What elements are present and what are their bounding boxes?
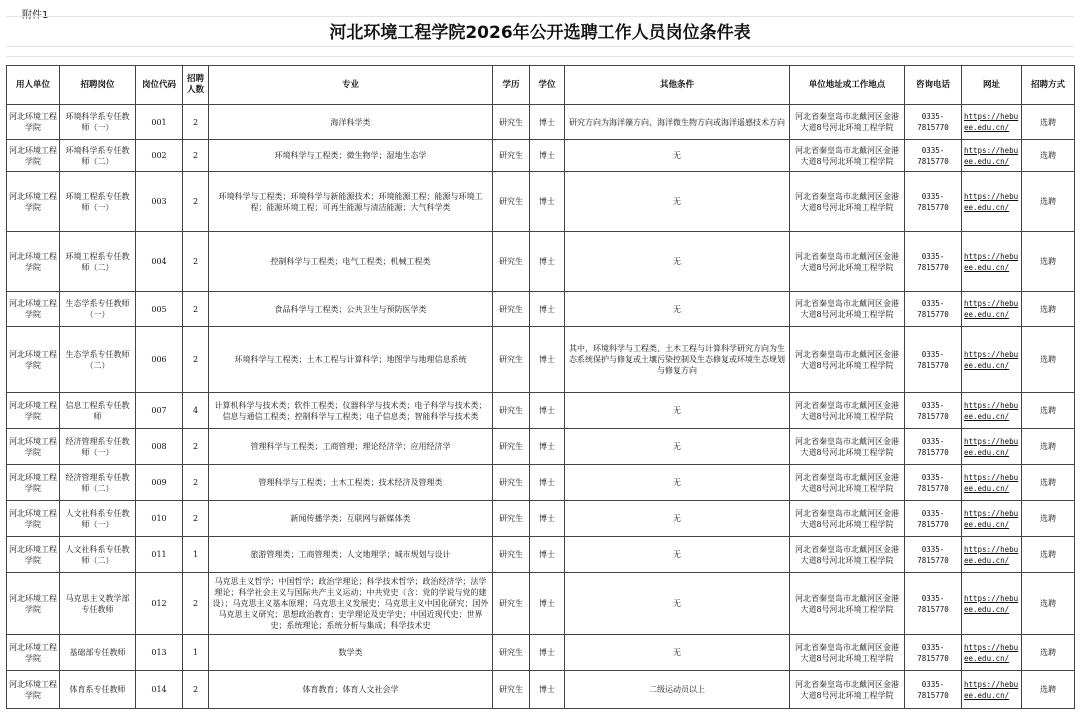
header-phone: 咨询电话 <box>905 66 962 105</box>
address-cell: 河北省秦皇岛市北戴河区金港大道8号河北环境工程学院 <box>790 105 905 140</box>
header-unit: 用人单位 <box>7 66 60 105</box>
other-cell: 无 <box>565 573 790 635</box>
phone-cell: 0335-7815770 <box>905 671 962 709</box>
phone-cell: 0335-7815770 <box>905 105 962 140</box>
major-cell: 控制科学与工程类；电气工程类；机械工程类 <box>209 232 493 292</box>
major-cell: 环境科学与工程类；微生物学；湿地生态学 <box>209 140 493 172</box>
post-cell: 人文社科系专任教师（一） <box>60 501 136 537</box>
phone-cell: 0335-7815770 <box>905 573 962 635</box>
code-cell: 011 <box>136 537 183 573</box>
table-row <box>7 671 1075 709</box>
code-cell: 010 <box>136 501 183 537</box>
sheet-gridline <box>6 46 1074 47</box>
major-cell: 旅游管理类；工商管理类；人文地理学；城市规划与设计 <box>209 537 493 573</box>
sheet-gridline <box>6 56 1074 57</box>
table-row <box>7 635 1075 671</box>
address-cell: 河北省秦皇岛市北戴河区金港大道8号河北环境工程学院 <box>790 501 905 537</box>
post-cell: 马克思主义教学部专任教师 <box>60 573 136 635</box>
education-cell: 研究生 <box>493 501 530 537</box>
count-cell: 2 <box>183 429 209 465</box>
website-link[interactable]: https://hebuee.edu.cn/ <box>962 573 1022 635</box>
degree-cell: 博士 <box>530 232 565 292</box>
phone-cell: 0335-7815770 <box>905 501 962 537</box>
education-cell: 研究生 <box>493 635 530 671</box>
code-cell: 002 <box>136 140 183 172</box>
major-cell: 海洋科学类 <box>209 105 493 140</box>
major-cell: 管理科学与工程类；土木工程类；技术经济及管理类 <box>209 465 493 501</box>
other-cell: 研究方向为海洋藻方向、海洋微生物方向或海洋遥感技术方向 <box>565 105 790 140</box>
unit-cell: 河北环境工程学院 <box>7 465 60 501</box>
count-cell: 2 <box>183 573 209 635</box>
unit-cell: 河北环境工程学院 <box>7 537 60 573</box>
code-cell: 005 <box>136 292 183 327</box>
website-link[interactable]: https://hebuee.edu.cn/ <box>962 172 1022 232</box>
major-cell: 马克思主义哲学；中国哲学；政治学理论；科学技术哲学；政治经济学；法学理论；科学社会主义与国际共产主义运动；中共党史（含：党的学说与党的建设）；马克思主义基本原理；马克思主义发展史；马克思主义中国化研究；国外马克思主义研究；思想政治教育；史学理论及史学史；中国近现代史；世界史；系统理论；系统分析与集成；科学技术史 <box>209 573 493 635</box>
code-cell: 004 <box>136 232 183 292</box>
unit-cell: 河北环境工程学院 <box>7 232 60 292</box>
code-cell: 014 <box>136 671 183 709</box>
method-cell: 选聘 <box>1022 537 1075 573</box>
unit-cell: 河北环境工程学院 <box>7 105 60 140</box>
method-cell: 选聘 <box>1022 501 1075 537</box>
table-header-row <box>7 66 1075 105</box>
unit-cell: 河北环境工程学院 <box>7 501 60 537</box>
education-cell: 研究生 <box>493 105 530 140</box>
education-cell: 研究生 <box>493 327 530 393</box>
major-cell: 管理科学与工程类；工商管理；理论经济学；应用经济学 <box>209 429 493 465</box>
unit-cell: 河北环境工程学院 <box>7 292 60 327</box>
other-cell: 无 <box>565 537 790 573</box>
unit-cell: 河北环境工程学院 <box>7 327 60 393</box>
table-row <box>7 393 1075 429</box>
code-cell: 001 <box>136 105 183 140</box>
header-education: 学历 <box>493 66 530 105</box>
post-cell: 基础部专任教师 <box>60 635 136 671</box>
other-cell: 无 <box>565 232 790 292</box>
education-cell: 研究生 <box>493 671 530 709</box>
major-cell: 环境科学与工程类；土木工程与计算科学；地图学与地理信息系统 <box>209 327 493 393</box>
website-link[interactable]: https://hebuee.edu.cn/ <box>962 429 1022 465</box>
count-cell: 2 <box>183 140 209 172</box>
method-cell: 选聘 <box>1022 140 1075 172</box>
address-cell: 河北省秦皇岛市北戴河区金港大道8号河北环境工程学院 <box>790 465 905 501</box>
degree-cell: 博士 <box>530 140 565 172</box>
phone-cell: 0335-7815770 <box>905 232 962 292</box>
method-cell: 选聘 <box>1022 105 1075 140</box>
major-cell: 计算机科学与技术类；软件工程类；仪器科学与技术类；电子科学与技术类；信息与通信工程类；控制科学与工程类；电子信息类；智能科学与技术类 <box>209 393 493 429</box>
header-method: 招聘方式 <box>1022 66 1075 105</box>
method-cell: 选聘 <box>1022 172 1075 232</box>
header-code: 岗位代码 <box>136 66 183 105</box>
post-cell: 生态学系专任教师（二） <box>60 327 136 393</box>
unit-cell: 河北环境工程学院 <box>7 573 60 635</box>
post-cell: 环境科学系专任教师（二） <box>60 140 136 172</box>
post-cell: 经济管理系专任教师（一） <box>60 429 136 465</box>
post-cell: 环境工程系专任教师（一） <box>60 172 136 232</box>
degree-cell: 博士 <box>530 635 565 671</box>
count-cell: 2 <box>183 327 209 393</box>
post-cell: 环境科学系专任教师（一） <box>60 105 136 140</box>
code-cell: 003 <box>136 172 183 232</box>
degree-cell: 博士 <box>530 172 565 232</box>
address-cell: 河北省秦皇岛市北戴河区金港大道8号河北环境工程学院 <box>790 327 905 393</box>
phone-cell: 0335-7815770 <box>905 429 962 465</box>
education-cell: 研究生 <box>493 232 530 292</box>
table-row <box>7 140 1075 172</box>
degree-cell: 博士 <box>530 429 565 465</box>
website-link[interactable]: https://hebuee.edu.cn/ <box>962 105 1022 140</box>
degree-cell: 博士 <box>530 671 565 709</box>
sheet-gridline <box>6 16 1074 17</box>
post-cell: 经济管理系专任教师（二） <box>60 465 136 501</box>
other-cell: 无 <box>565 501 790 537</box>
post-cell: 体育系专任教师 <box>60 671 136 709</box>
major-cell: 数学类 <box>209 635 493 671</box>
count-cell: 1 <box>183 635 209 671</box>
unit-cell: 河北环境工程学院 <box>7 671 60 709</box>
degree-cell: 博士 <box>530 573 565 635</box>
other-cell: 无 <box>565 140 790 172</box>
website-link[interactable]: https://hebuee.edu.cn/ <box>962 140 1022 172</box>
other-cell: 二级运动员以上 <box>565 671 790 709</box>
count-cell: 4 <box>183 393 209 429</box>
method-cell: 选聘 <box>1022 465 1075 501</box>
degree-cell: 博士 <box>530 327 565 393</box>
method-cell: 选聘 <box>1022 573 1075 635</box>
header-website: 网址 <box>962 66 1022 105</box>
count-cell: 2 <box>183 105 209 140</box>
table-row <box>7 172 1075 232</box>
address-cell: 河北省秦皇岛市北戴河区金港大道8号河北环境工程学院 <box>790 140 905 172</box>
method-cell: 选聘 <box>1022 292 1075 327</box>
header-address: 单位地址或工作地点 <box>790 66 905 105</box>
website-link[interactable]: https://hebuee.edu.cn/ <box>962 465 1022 501</box>
phone-cell: 0335-7815770 <box>905 140 962 172</box>
post-cell: 人文社科系专任教师（二） <box>60 537 136 573</box>
education-cell: 研究生 <box>493 140 530 172</box>
method-cell: 选聘 <box>1022 429 1075 465</box>
education-cell: 研究生 <box>493 537 530 573</box>
other-cell: 无 <box>565 292 790 327</box>
degree-cell: 博士 <box>530 393 565 429</box>
method-cell: 选聘 <box>1022 327 1075 393</box>
education-cell: 研究生 <box>493 429 530 465</box>
count-cell: 2 <box>183 172 209 232</box>
table-row <box>7 465 1075 501</box>
table-row <box>7 232 1075 292</box>
other-cell: 无 <box>565 465 790 501</box>
degree-cell: 博士 <box>530 537 565 573</box>
phone-cell: 0335-7815770 <box>905 327 962 393</box>
code-cell: 013 <box>136 635 183 671</box>
unit-cell: 河北环境工程学院 <box>7 172 60 232</box>
major-cell: 新闻传播学类；互联网与新媒体类 <box>209 501 493 537</box>
education-cell: 研究生 <box>493 172 530 232</box>
phone-cell: 0335-7815770 <box>905 537 962 573</box>
address-cell: 河北省秦皇岛市北戴河区金港大道8号河北环境工程学院 <box>790 292 905 327</box>
post-cell: 环境工程系专任教师（二） <box>60 232 136 292</box>
address-cell: 河北省秦皇岛市北戴河区金港大道8号河北环境工程学院 <box>790 172 905 232</box>
website-link[interactable]: https://hebuee.edu.cn/ <box>962 537 1022 573</box>
unit-cell: 河北环境工程学院 <box>7 635 60 671</box>
address-cell: 河北省秦皇岛市北戴河区金港大道8号河北环境工程学院 <box>790 635 905 671</box>
attachment-label: 附件1 <box>22 10 49 21</box>
header-other: 其他条件 <box>565 66 790 105</box>
header-post: 招聘岗位 <box>60 66 136 105</box>
education-cell: 研究生 <box>493 465 530 501</box>
other-cell: 无 <box>565 393 790 429</box>
table-row <box>7 501 1075 537</box>
unit-cell: 河北环境工程学院 <box>7 140 60 172</box>
degree-cell: 博士 <box>530 465 565 501</box>
table-row <box>7 573 1075 635</box>
table-row <box>7 537 1075 573</box>
address-cell: 河北省秦皇岛市北戴河区金港大道8号河北环境工程学院 <box>790 671 905 709</box>
website-link[interactable]: https://hebuee.edu.cn/ <box>962 635 1022 671</box>
website-link[interactable]: https://hebuee.edu.cn/ <box>962 327 1022 393</box>
address-cell: 河北省秦皇岛市北戴河区金港大道8号河北环境工程学院 <box>790 393 905 429</box>
post-cell: 生态学系专任教师（一） <box>60 292 136 327</box>
count-cell: 2 <box>183 292 209 327</box>
address-cell: 河北省秦皇岛市北戴河区金港大道8号河北环境工程学院 <box>790 429 905 465</box>
other-cell: 其中，环境科学与工程类、土木工程与计算科学研究方向为生态系统保护与修复或土壤污染控制及生态修复或环境生态规划与修复方向 <box>565 327 790 393</box>
table-row <box>7 292 1075 327</box>
code-cell: 006 <box>136 327 183 393</box>
phone-cell: 0335-7815770 <box>905 635 962 671</box>
address-cell: 河北省秦皇岛市北戴河区金港大道8号河北环境工程学院 <box>790 537 905 573</box>
website-link[interactable]: https://hebuee.edu.cn/ <box>962 292 1022 327</box>
table-row <box>7 105 1075 140</box>
education-cell: 研究生 <box>493 292 530 327</box>
count-cell: 2 <box>183 465 209 501</box>
post-cell: 信息工程系专任教师 <box>60 393 136 429</box>
code-cell: 009 <box>136 465 183 501</box>
phone-cell: 0335-7815770 <box>905 172 962 232</box>
major-cell: 食品科学与工程类；公共卫生与预防医学类 <box>209 292 493 327</box>
website-link[interactable]: https://hebuee.edu.cn/ <box>962 501 1022 537</box>
other-cell: 无 <box>565 635 790 671</box>
phone-cell: 0335-7815770 <box>905 465 962 501</box>
count-cell: 2 <box>183 671 209 709</box>
method-cell: 选聘 <box>1022 393 1075 429</box>
phone-cell: 0335-7815770 <box>905 393 962 429</box>
unit-cell: 河北环境工程学院 <box>7 393 60 429</box>
positions-table <box>6 65 1075 709</box>
count-cell: 2 <box>183 501 209 537</box>
method-cell: 选聘 <box>1022 635 1075 671</box>
degree-cell: 博士 <box>530 292 565 327</box>
degree-cell: 博士 <box>530 105 565 140</box>
method-cell: 选聘 <box>1022 232 1075 292</box>
address-cell: 河北省秦皇岛市北戴河区金港大道8号河北环境工程学院 <box>790 573 905 635</box>
code-cell: 008 <box>136 429 183 465</box>
header-count: 招聘人数 <box>183 66 209 105</box>
education-cell: 研究生 <box>493 573 530 635</box>
unit-cell: 河北环境工程学院 <box>7 429 60 465</box>
count-cell: 2 <box>183 232 209 292</box>
code-cell: 012 <box>136 573 183 635</box>
table-row <box>7 429 1075 465</box>
table-row <box>7 327 1075 393</box>
other-cell: 无 <box>565 172 790 232</box>
header-degree: 学位 <box>530 66 565 105</box>
major-cell: 环境科学与工程类；环境科学与新能源技术；环境能源工程；能源与环境工程；能源环境工程；可再生能源与清洁能源；大气科学类 <box>209 172 493 232</box>
other-cell: 无 <box>565 429 790 465</box>
count-cell: 1 <box>183 537 209 573</box>
phone-cell: 0335-7815770 <box>905 292 962 327</box>
page-title: 河北环境工程学院2026年公开选聘工作人员岗位条件表 <box>329 23 751 43</box>
website-link[interactable]: https://hebuee.edu.cn/ <box>962 232 1022 292</box>
degree-cell: 博士 <box>530 501 565 537</box>
education-cell: 研究生 <box>493 393 530 429</box>
website-link[interactable]: https://hebuee.edu.cn/ <box>962 393 1022 429</box>
website-link[interactable]: https://hebuee.edu.cn/ <box>962 671 1022 709</box>
code-cell: 007 <box>136 393 183 429</box>
header-major: 专业 <box>209 66 493 105</box>
major-cell: 体育教育；体育人文社会学 <box>209 671 493 709</box>
address-cell: 河北省秦皇岛市北戴河区金港大道8号河北环境工程学院 <box>790 232 905 292</box>
method-cell: 选聘 <box>1022 671 1075 709</box>
